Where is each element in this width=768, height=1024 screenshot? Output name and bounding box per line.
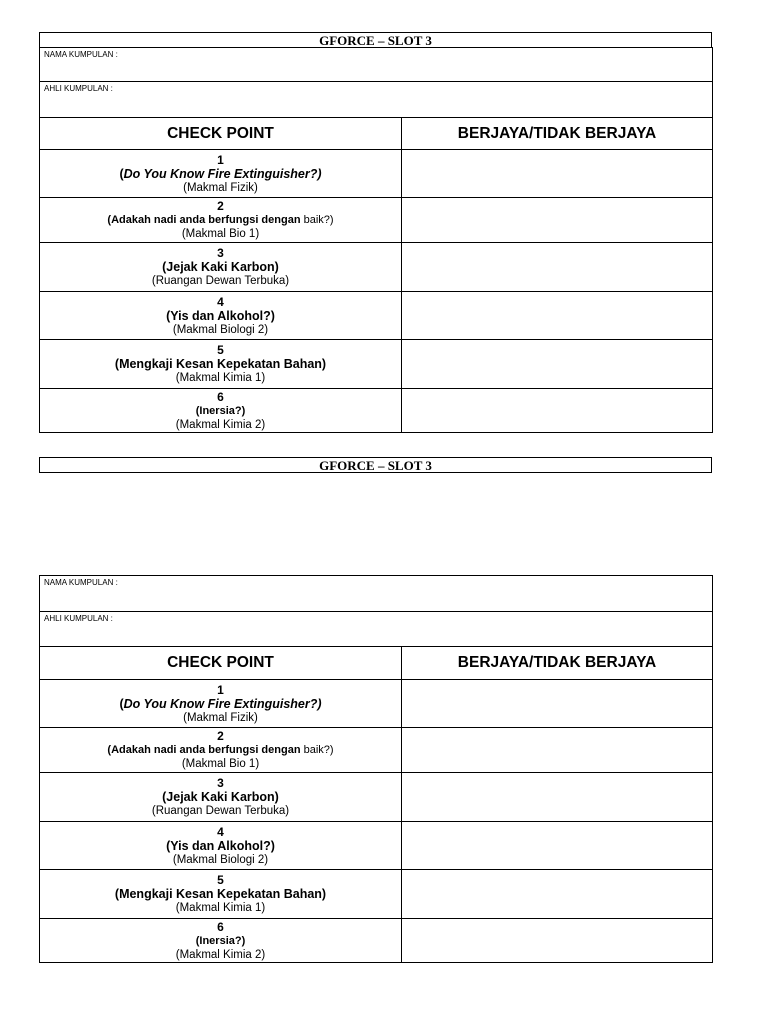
form-title: GFORCE – SLOT 3 [39,457,712,473]
table-row [40,292,713,340]
checkpoint-number: 3 [217,776,224,790]
group-form-2 [39,575,712,963]
checkpoint-number: 5 [217,343,224,357]
checkpoint-cell [40,198,402,243]
checkpoint-location: (Makmal Kimia 2) [175,418,266,431]
table-row [40,870,713,919]
result-cell[interactable] [402,198,713,243]
checkpoint-cell [40,822,402,870]
checkpoint-location: (Ruangan Dewan Terbuka) [151,805,290,817]
table-row [40,680,713,728]
result-cell[interactable] [402,822,713,870]
ahli-kumpulan-field[interactable] [40,612,713,647]
checkpoint-location: (Makmal Fizik) [183,181,258,194]
table-row [40,773,713,822]
checkpoint-number: 5 [217,873,224,887]
checkpoint-location: (Makmal Bio 1) [181,228,260,240]
checkpoint-number: 2 [217,729,224,743]
checkpoint-number: 2 [217,199,224,213]
checkpoint-location: (Makmal Bio 1) [181,758,260,770]
checkpoint-cell [40,292,402,340]
checkpoint-location: (Makmal Kimia 2) [175,948,266,961]
checkpoint-table [39,575,713,963]
checkpoint-name: (Adakah nadi anda berfungsi dengan baik?) [107,214,334,226]
nama-kumpulan-field[interactable] [40,576,713,612]
checkpoint-number: 6 [217,389,224,404]
checkpoint-name: (Inersia?) [195,404,246,417]
result-cell[interactable] [402,243,713,292]
checkpoint-location: (Makmal Biologi 2) [172,323,269,336]
checkpoint-location: (Ruangan Dewan Terbuka) [151,275,290,287]
checkpoint-number: 3 [217,246,224,260]
checkpoint-cell [40,340,402,389]
checkpoint-name: (Yis dan Alkohol?) [166,838,275,853]
table-row [40,822,713,870]
checkpoint-cell [40,728,402,773]
nama-kumpulan-field[interactable] [40,48,713,82]
checkpoint-name: (Adakah nadi anda berfungsi dengan baik?) [107,744,334,756]
checkpoint-cell [40,389,402,433]
table-row [40,150,713,198]
result-cell[interactable] [402,389,713,433]
result-cell[interactable] [402,680,713,728]
checkpoint-name: (Yis dan Alkohol?) [166,308,275,323]
checkpoint-name: (Do You Know Fire Extinguisher?) [119,696,322,711]
table-row [40,919,713,963]
checkpoint-name: (Do You Know Fire Extinguisher?) [119,166,322,181]
checkpoint-cell [40,773,402,822]
ahli-kumpulan-label: AHLI KUMPULAN : [44,84,113,93]
checkpoint-location: (Makmal Kimia 1) [175,372,266,384]
checkpoint-name: (Jejak Kaki Karbon) [162,260,279,274]
table-row [40,198,713,243]
form-title: GFORCE – SLOT 3 [39,32,712,48]
result-cell[interactable] [402,340,713,389]
checkpoint-location: (Makmal Biologi 2) [172,853,269,866]
checkpoint-cell [40,243,402,292]
result-cell[interactable] [402,919,713,963]
checkpoint-name: (Mengkaji Kesan Kepekatan Bahan) [114,887,327,901]
col-header-checkpoint: CHECK POINT [40,647,402,680]
checkpoint-number: 6 [217,919,224,934]
checkpoint-name: (Mengkaji Kesan Kepekatan Bahan) [114,357,327,371]
table-row [40,389,713,433]
ahli-kumpulan-field[interactable] [40,82,713,118]
checkpoint-number: 4 [217,824,224,839]
checkpoint-name: (Jejak Kaki Karbon) [162,790,279,804]
nama-kumpulan-label: NAMA KUMPULAN : [44,578,118,587]
table-row [40,340,713,389]
checkpoint-cell [40,680,402,728]
result-cell[interactable] [402,870,713,919]
group-form-1 [39,47,712,433]
result-cell[interactable] [402,728,713,773]
result-cell[interactable] [402,150,713,198]
col-header-result: BERJAYA/TIDAK BERJAYA [402,118,713,150]
table-row [40,728,713,773]
checkpoint-number: 4 [217,294,224,309]
table-row [40,243,713,292]
checkpoint-number: 1 [217,152,224,167]
checkpoint-cell [40,150,402,198]
checkpoint-table [39,47,713,433]
nama-kumpulan-label: NAMA KUMPULAN : [44,50,118,59]
result-cell[interactable] [402,773,713,822]
checkpoint-location: (Makmal Fizik) [183,711,258,724]
col-header-checkpoint: CHECK POINT [40,118,402,150]
checkpoint-location: (Makmal Kimia 1) [175,902,266,914]
checkpoint-name: (Inersia?) [195,934,246,947]
result-cell[interactable] [402,292,713,340]
col-header-result: BERJAYA/TIDAK BERJAYA [402,647,713,680]
checkpoint-number: 1 [217,682,224,697]
checkpoint-cell [40,870,402,919]
checkpoint-cell [40,919,402,963]
ahli-kumpulan-label: AHLI KUMPULAN : [44,614,113,623]
